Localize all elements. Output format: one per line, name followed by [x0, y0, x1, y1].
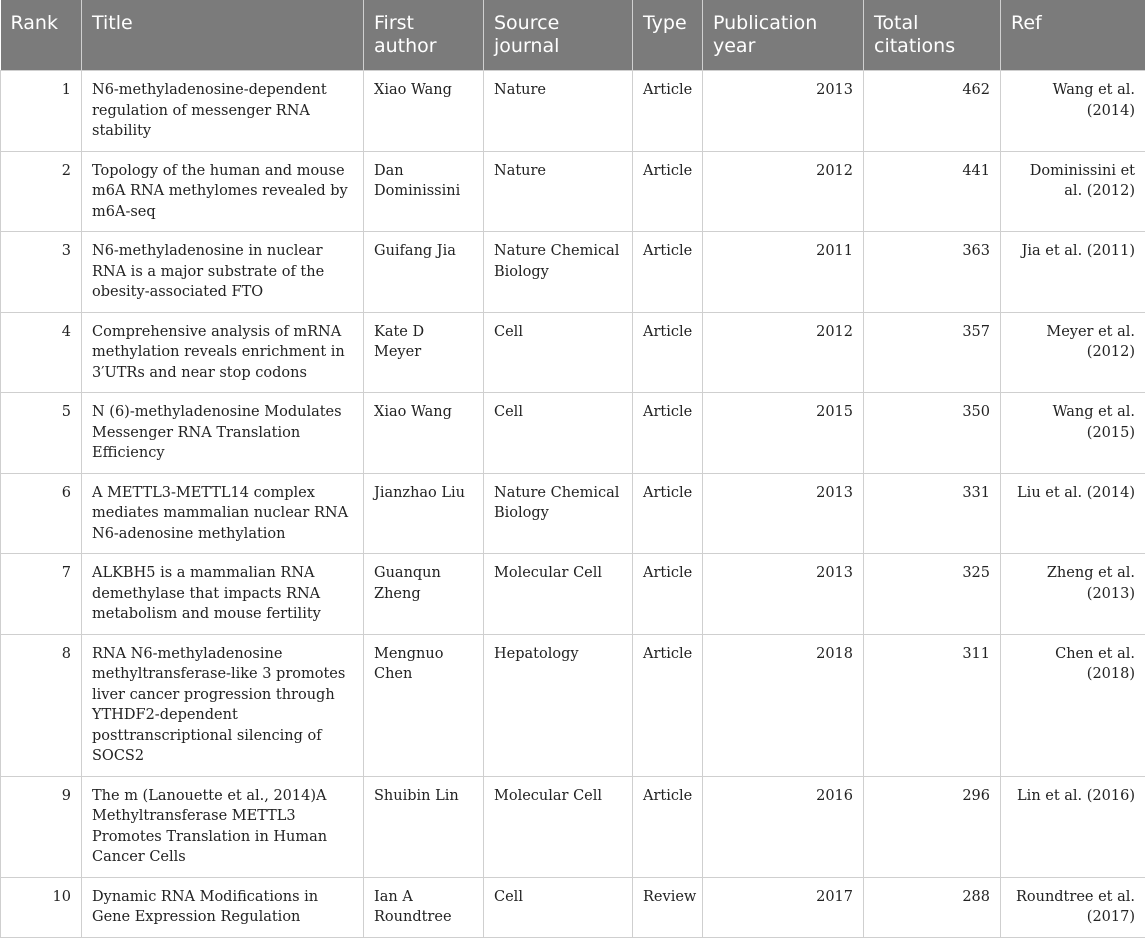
cell-type: Article — [633, 151, 703, 232]
cell-source-journal: Cell — [484, 877, 633, 937]
cell-first-author: Ian A Roundtree — [364, 877, 484, 937]
cell-total-citations: 325 — [864, 554, 1001, 635]
header-first-author: First author — [364, 0, 484, 71]
table-row — [1, 877, 1145, 937]
header-type: Type — [633, 0, 703, 71]
cell-source-journal: Cell — [484, 393, 633, 474]
cell-rank: 9 — [1, 776, 82, 877]
cell-first-author: Shuibin Lin — [364, 776, 484, 877]
header-total-citations: Total citations — [864, 0, 1001, 71]
cell-source-journal: Nature Chemical Biology — [484, 473, 633, 554]
table-row — [1, 473, 1145, 554]
cell-source-journal: Molecular Cell — [484, 554, 633, 635]
cell-ref: Liu et al. (2014) — [1001, 473, 1145, 554]
cell-rank: 6 — [1, 473, 82, 554]
cell-total-citations: 288 — [864, 877, 1001, 937]
cell-type: Review — [633, 877, 703, 937]
table-body — [1, 71, 1145, 938]
cell-total-citations: 441 — [864, 151, 1001, 232]
cell-publication-year: 2013 — [703, 473, 864, 554]
table-row — [1, 312, 1145, 393]
cell-type: Article — [633, 71, 703, 152]
cell-total-citations: 363 — [864, 232, 1001, 313]
cell-rank: 3 — [1, 232, 82, 313]
cell-ref: Chen et al. (2018) — [1001, 634, 1145, 776]
cell-ref: Meyer et al. (2012) — [1001, 312, 1145, 393]
table-header — [1, 0, 1145, 71]
cell-ref: Lin et al. (2016) — [1001, 776, 1145, 877]
cell-type: Article — [633, 232, 703, 313]
header-source-journal: Source journal — [484, 0, 633, 71]
cell-ref: Wang et al. (2015) — [1001, 393, 1145, 474]
cell-rank: 4 — [1, 312, 82, 393]
cell-type: Article — [633, 312, 703, 393]
cell-source-journal: Hepatology — [484, 634, 633, 776]
cell-first-author: Xiao Wang — [364, 71, 484, 152]
header-publication-year: Publication year — [703, 0, 864, 71]
cell-total-citations: 357 — [864, 312, 1001, 393]
cell-rank: 2 — [1, 151, 82, 232]
cell-ref: Wang et al. (2014) — [1001, 71, 1145, 152]
cell-title: A METTL3-METTL14 complex mediates mammalian nuclear RNA N6-adenosine methylation — [82, 473, 364, 554]
cell-publication-year: 2013 — [703, 71, 864, 152]
cell-source-journal: Cell — [484, 312, 633, 393]
table-row — [1, 71, 1145, 152]
cell-publication-year: 2018 — [703, 634, 864, 776]
cell-source-journal: Nature — [484, 71, 633, 152]
cell-type: Article — [633, 634, 703, 776]
cell-publication-year: 2016 — [703, 776, 864, 877]
cell-rank: 7 — [1, 554, 82, 635]
table-row — [1, 554, 1145, 635]
cell-publication-year: 2013 — [703, 554, 864, 635]
cell-first-author: Xiao Wang — [364, 393, 484, 474]
cell-publication-year: 2017 — [703, 877, 864, 937]
cell-first-author: Guanqun Zheng — [364, 554, 484, 635]
cell-first-author: Mengnuo Chen — [364, 634, 484, 776]
cell-total-citations: 462 — [864, 71, 1001, 152]
cell-rank: 10 — [1, 877, 82, 937]
table-row — [1, 393, 1145, 474]
cell-total-citations: 331 — [864, 473, 1001, 554]
cell-title: N6-methyladenosine-dependent regulation of messenger RNA stability — [82, 71, 364, 152]
cell-rank: 8 — [1, 634, 82, 776]
cell-type: Article — [633, 393, 703, 474]
cell-publication-year: 2012 — [703, 151, 864, 232]
cell-total-citations: 311 — [864, 634, 1001, 776]
table-row — [1, 776, 1145, 877]
cell-total-citations: 350 — [864, 393, 1001, 474]
cell-type: Article — [633, 554, 703, 635]
cell-publication-year: 2015 — [703, 393, 864, 474]
cell-title: Comprehensive analysis of mRNA methylation reveals enrichment in 3′UTRs and near stop codons — [82, 312, 364, 393]
cell-ref: Jia et al. (2011) — [1001, 232, 1145, 313]
cell-ref: Zheng et al. (2013) — [1001, 554, 1145, 635]
header-rank: Rank — [1, 0, 82, 71]
cell-total-citations: 296 — [864, 776, 1001, 877]
cell-title: RNA N6-methyladenosine methyltransferase-like 3 promotes liver cancer progression through YTHDF2-dependent posttranscriptional silencing of SOCS2 — [82, 634, 364, 776]
cell-first-author: Guifang Jia — [364, 232, 484, 313]
cell-rank: 5 — [1, 393, 82, 474]
cell-type: Article — [633, 473, 703, 554]
cell-publication-year: 2011 — [703, 232, 864, 313]
cell-title: Dynamic RNA Modifications in Gene Expression Regulation — [82, 877, 364, 937]
cell-ref: Dominissini et al. (2012) — [1001, 151, 1145, 232]
cell-publication-year: 2012 — [703, 312, 864, 393]
cell-title: N6-methyladenosine in nuclear RNA is a major substrate of the obesity-associated FTO — [82, 232, 364, 313]
cell-first-author: Dan Dominissini — [364, 151, 484, 232]
table-row — [1, 151, 1145, 232]
cell-title: ALKBH5 is a mammalian RNA demethylase that impacts RNA metabolism and mouse fertility — [82, 554, 364, 635]
cell-title: The m (Lanouette et al., 2014)A Methyltransferase METTL3 Promotes Translation in Human Cancer Cells — [82, 776, 364, 877]
cell-first-author: Kate D Meyer — [364, 312, 484, 393]
cell-title: N (6)-methyladenosine Modulates Messenger RNA Translation Efficiency — [82, 393, 364, 474]
cell-first-author: Jianzhao Liu — [364, 473, 484, 554]
table-row — [1, 634, 1145, 776]
cell-ref: Roundtree et al. (2017) — [1001, 877, 1145, 937]
header-title: Title — [82, 0, 364, 71]
cell-title: Topology of the human and mouse m6A RNA methylomes revealed by m6A-seq — [82, 151, 364, 232]
cell-source-journal: Molecular Cell — [484, 776, 633, 877]
table-row — [1, 232, 1145, 313]
cell-source-journal: Nature — [484, 151, 633, 232]
header-ref: Ref — [1001, 0, 1145, 71]
cell-source-journal: Nature Chemical Biology — [484, 232, 633, 313]
header-row — [1, 0, 1145, 71]
cell-type: Article — [633, 776, 703, 877]
cell-rank: 1 — [1, 71, 82, 152]
